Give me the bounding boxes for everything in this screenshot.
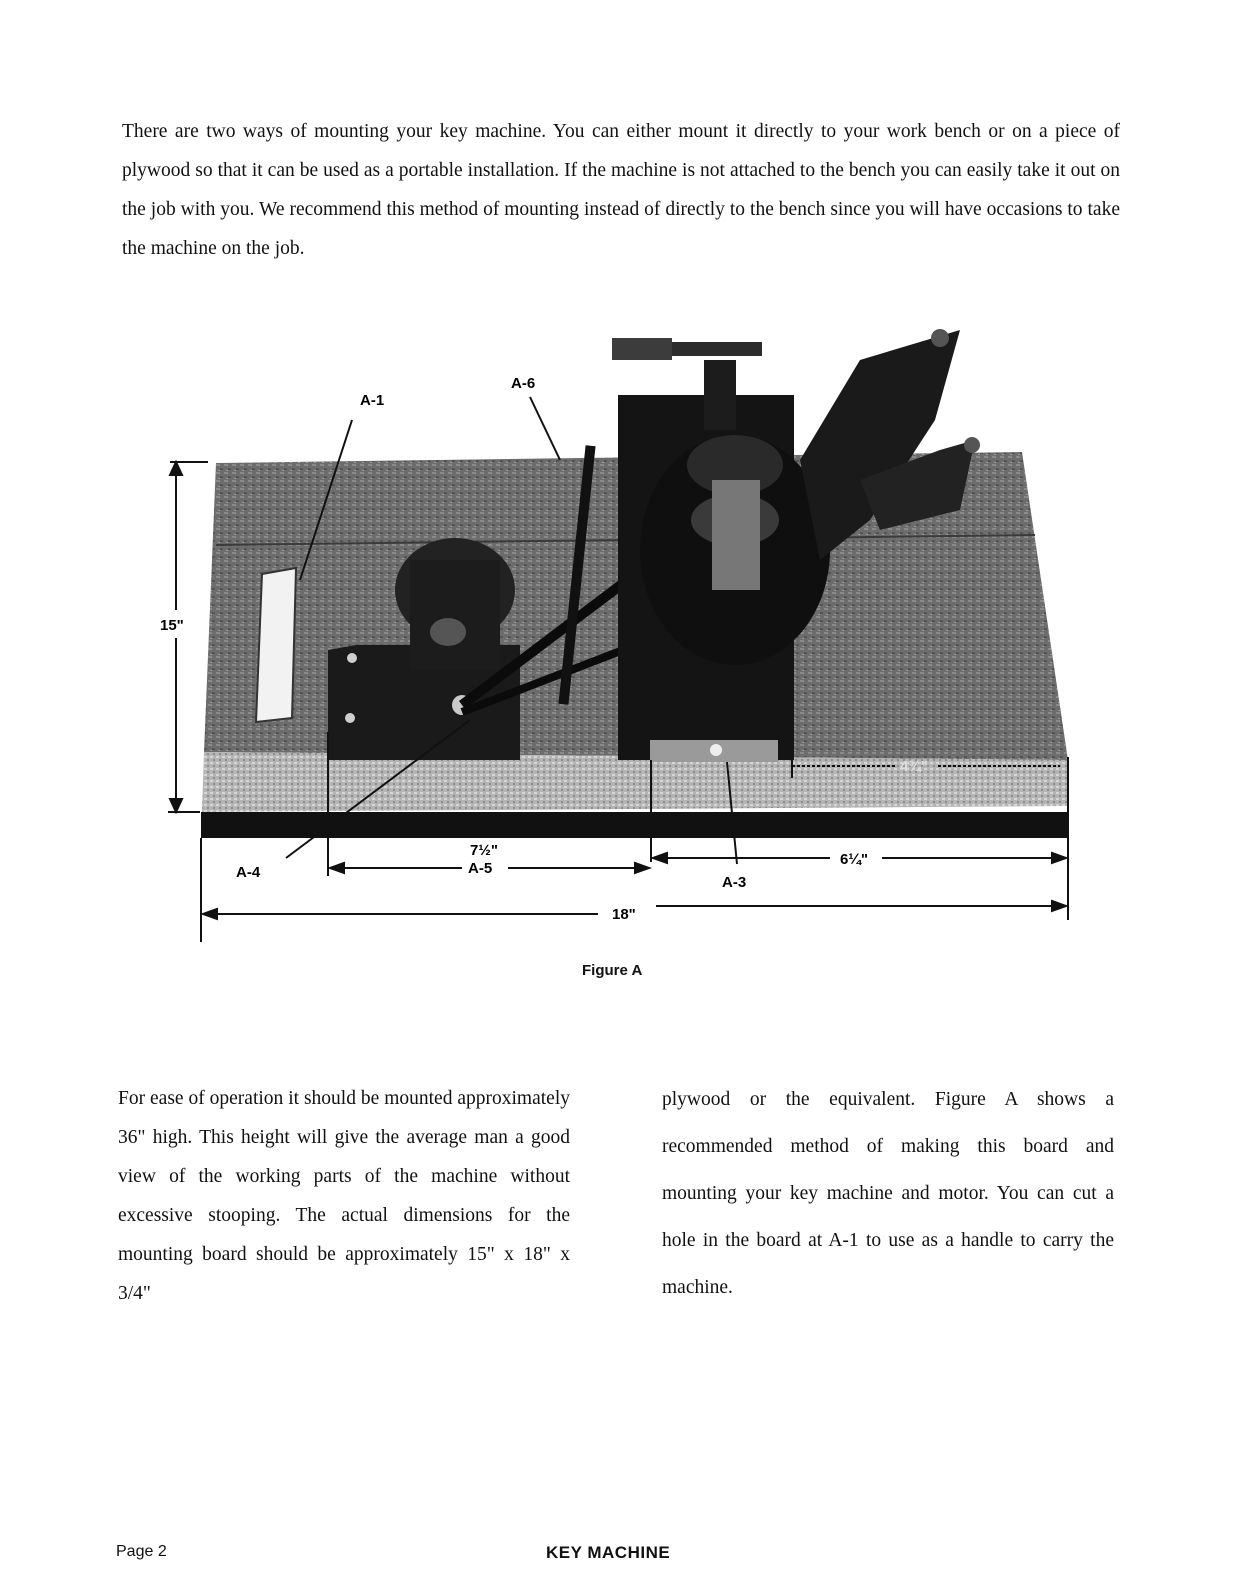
dimension-7-half-in: 7½" (470, 842, 498, 859)
dimension-6-quarter-in: 6¼" (840, 851, 868, 868)
callout-a4: A-4 (236, 864, 261, 881)
page-number: Page 2 (116, 1543, 167, 1560)
body-right-column: plywood or the equivalent. Figure A shows a recommended method of making this board and mounting your key machine and motor. You can cut a hole in the board at A-1 to use as a handle to carry the machine. (662, 1089, 1114, 1298)
dimension-18in: 18" (612, 906, 636, 923)
callout-a6: A-6 (511, 375, 536, 392)
dimension-4-three-quarter-in: 4¾" (900, 758, 928, 775)
callout-a5: A-5 (468, 860, 493, 877)
dimension-15in: 15" (160, 617, 184, 634)
footer-title: KEY MACHINE (546, 1543, 671, 1562)
body-left-column: For ease of operation it should be mounted approximately 36" high. This height will give the average man a good view of the working parts of the machine without excessive stooping. The actual dimensions for the mounting board should be approximately 15" x 18" x 3/4" (118, 1088, 570, 1304)
handle-hole (256, 568, 296, 722)
callout-a3: A-3 (722, 874, 747, 891)
callout-a1: A-1 (360, 392, 385, 409)
intro-paragraph: There are two ways of mounting your key machine. You can either mount it directly to your work bench or on a piece of plywood so that it can be used as a portable installation. If the machine is not attached to the bench you can easily take it out on the job with you. We recommend this method of mounting instead of directly to the bench since you will have occasions to take the machine on the job. (122, 121, 1120, 259)
figure-caption: Figure A (582, 962, 643, 979)
